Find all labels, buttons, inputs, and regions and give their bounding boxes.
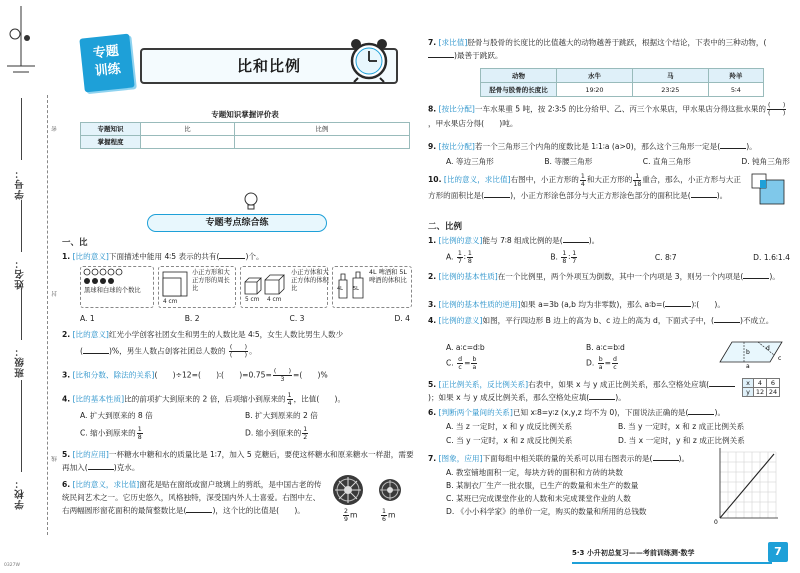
cut-line	[47, 95, 48, 535]
option-c[interactable]: C. 3	[289, 314, 305, 323]
answer-blank[interactable]	[653, 460, 679, 461]
figure-beer	[332, 266, 412, 308]
question-tag: [图象，应用]	[438, 454, 483, 463]
question-7	[428, 36, 792, 62]
class-field[interactable]	[21, 288, 22, 340]
option-c[interactable]: C. 当 y 一定时，x 和 z 成反比例关系	[446, 436, 573, 445]
proportion-question-1	[428, 234, 792, 247]
option-c[interactable]: C. 缩小到原来的 $\frac{1}{8}$	[80, 426, 142, 441]
question-number: 5.	[428, 380, 437, 389]
question-text: ( )÷12=( )∶( )=0.75=	[154, 370, 272, 380]
question-text: 如果 a=3b (a,b 均为非零数)，那么 a∶b=(	[520, 300, 666, 309]
question-number: 8.	[428, 104, 437, 114]
question-6	[62, 478, 322, 517]
answer-blank[interactable]	[88, 469, 114, 470]
answer-blank[interactable]	[714, 322, 740, 323]
question-text: )个。	[245, 252, 264, 261]
question-2	[62, 328, 414, 341]
option-b[interactable]: B. 某制衣厂生产一批衣服，已生产的数量和未生产的数量	[446, 481, 639, 490]
name-label: 姓名：	[15, 258, 26, 290]
question-number: 3.	[62, 370, 71, 380]
question-tag: [求比值]	[438, 38, 468, 47]
alarm-clock-icon	[344, 34, 394, 84]
question-text: ，比值( )。	[293, 394, 346, 404]
question-4	[62, 392, 414, 407]
answer-blank[interactable]	[743, 278, 769, 279]
options-q9	[446, 156, 790, 168]
question-tag: [比和分数、除法的关系]	[72, 370, 155, 380]
question-8	[428, 102, 792, 130]
question-tag: [按比分配]	[438, 104, 475, 114]
answer-blank[interactable]	[186, 512, 212, 513]
figure-dimension: 5L	[353, 286, 359, 292]
answer-blank[interactable]	[484, 197, 510, 198]
question-tag: [比的意义]	[72, 252, 109, 261]
answer-blank[interactable]	[589, 399, 615, 400]
option-d[interactable]: D. 钝角三角形	[741, 157, 790, 166]
table-row	[481, 83, 764, 97]
table-header: 羚羊	[708, 69, 763, 83]
question-text: 重合，那么，小正方形与大正方形的面积比是(	[428, 175, 741, 200]
figure-balls	[80, 266, 154, 308]
question-text: )最善于跳跃。	[454, 51, 503, 60]
overlapping-squares-figure	[750, 172, 786, 208]
question-text: 能与 7∶8 组成比例的是(	[482, 236, 563, 245]
question-text: 和大正方形的	[586, 175, 633, 184]
table-cell: 5∶4	[708, 83, 763, 97]
option-a[interactable]: A. 等边三角形	[446, 157, 494, 166]
page-footer	[572, 545, 794, 561]
footer-bar	[572, 562, 772, 564]
question-text: )。	[678, 454, 690, 463]
question-number: 4.	[428, 316, 437, 325]
question-text: )克水。	[113, 463, 140, 472]
question-tag: [判断两个量间的关系]	[438, 408, 513, 417]
question-text: =( )%	[293, 370, 328, 380]
figure-caption: 4L 啤酒和 5L 啤酒的体积比	[369, 269, 407, 284]
question-number: 5.	[62, 450, 71, 459]
page-code: 0327W	[4, 563, 20, 568]
right-diameter-label: $\frac{1}{6}$ m	[382, 508, 396, 523]
question-text: )，这个比的比值是( )。	[212, 506, 305, 515]
answer-blank[interactable]	[709, 386, 735, 387]
table-cell: x	[743, 379, 754, 388]
option-c[interactable]: C. 直角三角形	[642, 157, 691, 166]
answer-blank[interactable]	[720, 148, 746, 149]
option-a[interactable]: A. 教室铺地面积一定，每块方砖的面积和方砖的块数	[446, 468, 623, 477]
fraction-blank[interactable]: $\frac{( )}{3}$	[273, 368, 292, 383]
figure-caption: 小正方体和大正方体的体积比	[291, 269, 329, 292]
cut-label-3: 线	[52, 456, 58, 462]
mastery-cell-proportion[interactable]	[234, 135, 409, 148]
question-number: 3.	[428, 300, 437, 309]
option-b[interactable]: B. 扩大到原来的 2 倍	[245, 411, 318, 420]
figure-caption: 黑球和白球的个数比	[84, 287, 141, 294]
xy-table	[742, 378, 780, 397]
table-header: 马	[632, 69, 708, 83]
question-1	[62, 250, 414, 263]
figure-squares	[158, 266, 236, 308]
answer-blank[interactable]	[428, 57, 454, 58]
section-title: 专题考点综合练	[147, 214, 327, 232]
fraction: $\frac{1}{4}$	[287, 392, 292, 407]
left-column	[62, 28, 414, 523]
option-a[interactable]: A. 当 z 一定时，x 和 y 成反比例关系	[446, 422, 573, 431]
id-label: 学号：	[15, 168, 26, 200]
table-cell: 4	[754, 379, 767, 388]
options-q4-row2	[80, 426, 410, 441]
question-text: )。	[615, 393, 626, 402]
option-a[interactable]: A. 1	[80, 314, 95, 323]
part-heading-proportion: 二、比例	[428, 222, 463, 232]
answer-blank[interactable]	[688, 414, 714, 415]
option-d[interactable]: D. 1.6∶1.4	[753, 252, 790, 262]
option-b[interactable]: B. 2	[184, 314, 200, 323]
decorative-doodle-icon	[3, 6, 39, 78]
fraction: $\frac{1}{18}$	[633, 172, 642, 188]
question-text: )。	[588, 236, 600, 245]
question-tag: [比例的基本性质]	[438, 272, 498, 281]
balls-icon	[81, 267, 155, 287]
options-p6-row1	[446, 421, 790, 433]
question-text: )∶( )。	[691, 300, 725, 309]
table-cell: 12	[754, 388, 767, 397]
figure-cubes	[240, 266, 328, 308]
answer-blank[interactable]	[665, 306, 691, 307]
svg-text:a: a	[746, 363, 750, 368]
table-cell: 胫骨与股骨的长度比	[481, 83, 557, 97]
svg-text:0: 0	[714, 519, 718, 526]
question-3	[62, 368, 414, 383]
page-number: 7	[768, 542, 788, 562]
table-row	[481, 69, 764, 83]
question-text: 红光小学创客社团女生和男生的人数比是 4∶5，女生人数比男生人数少	[108, 330, 344, 339]
question-number: 6.	[428, 408, 437, 417]
school-label: 学校：	[15, 478, 26, 510]
answer-blank[interactable]	[219, 258, 245, 259]
svg-text:d: d	[766, 345, 770, 352]
table-cell: 6	[767, 379, 780, 388]
proportion-question-3	[428, 298, 792, 311]
option-a[interactable]: A. 扩大到原来的 8 倍	[80, 411, 153, 420]
table-header: 水牛	[557, 69, 633, 83]
figure-caption: 小正方形和大正方形的周长比	[192, 269, 230, 292]
figure-dimension: 5 cm	[245, 297, 260, 303]
footer-text: 5·3 小升初总复习——考前训练测·数学	[572, 549, 695, 557]
question-number: 7.	[428, 38, 437, 47]
question-text: )，小正方形涂色部分与大正方形涂色部分的面积比是(	[510, 190, 691, 200]
question-tag: [比例的基本性质的逆用]	[438, 300, 521, 309]
question-9	[428, 140, 792, 153]
evaluation-table-caption: 专题知识掌握评价表	[211, 110, 279, 120]
table-header: 动物	[481, 69, 557, 83]
question-text: 比的前项扩大到原来的 2 倍，后项缩小到原来的	[124, 394, 286, 404]
table-row	[743, 379, 780, 388]
table-cell: 比	[141, 122, 235, 135]
question-text: )不成立。	[740, 316, 774, 325]
question-text: 若一个三角形三个内角的度数比是 1∶1∶a (a>0)，那么这个三角形一定是(	[474, 142, 721, 151]
id-field[interactable]	[21, 98, 22, 160]
fraction: $\frac{1}{4}$	[580, 172, 585, 188]
question-tag: [比的意义，求比值]	[443, 175, 511, 184]
question-tag: [正比例关系，反比例关系]	[438, 380, 529, 389]
option-d[interactable]: D. 4	[394, 314, 410, 323]
question-10	[428, 172, 746, 203]
class-label: 班级：	[15, 346, 26, 378]
question-number: 7.	[428, 454, 437, 463]
figure-dimension: 4L	[337, 286, 343, 292]
table-cell: 23∶25	[632, 83, 708, 97]
options-p4-row1	[446, 342, 726, 354]
window-flower-left-icon	[332, 474, 364, 506]
name-field[interactable]	[21, 200, 22, 252]
question-text: 。	[249, 346, 257, 356]
question-number: 1.	[62, 252, 71, 261]
option-c[interactable]: C. 某班已完成课堂作业的人数和未完成课堂作业的人数	[446, 494, 631, 503]
question-text: 右表中，如果 x 与 y 成正比例关系，那么空格处应填(	[528, 380, 710, 389]
question-text: 已知 x∶8=y∶z (x,y,z 均不为 0)，下面说法正确的是(	[512, 408, 689, 417]
fraction-blank[interactable]: $\frac{( )}{( )}$	[768, 102, 786, 117]
question-number: 4.	[62, 394, 71, 404]
svg-text:b: b	[746, 349, 750, 356]
fraction-blank[interactable]: $\frac{( )}{( )}$	[229, 344, 248, 359]
figure-dimension: 4 cm	[267, 297, 282, 303]
question-number: 10.	[428, 175, 442, 184]
binding-margin	[0, 0, 60, 573]
option-d[interactable]: D. 当 x 一定时，y 和 z 成正比例关系	[618, 436, 745, 445]
option-b[interactable]: B. a∶c=b∶d	[586, 343, 625, 352]
question-text: )%，男生人数占创客社团总人数的	[108, 346, 226, 356]
question-tag: [比的意义]	[72, 330, 109, 339]
proportion-question-7	[428, 452, 708, 465]
proportion-question-4	[428, 314, 792, 327]
question-tag: [比例的意义]	[438, 316, 483, 325]
option-c[interactable]: C. 8∶7	[654, 252, 677, 262]
option-d[interactable]: D. 缩小到原来的 $\frac{1}{2}$	[245, 426, 308, 441]
question-text: )。	[746, 142, 757, 151]
question-text: 右图中，小正方形的	[510, 175, 579, 184]
question-5	[62, 448, 414, 474]
table-cell: y	[743, 388, 754, 397]
option-b[interactable]: B. 当 y 一定时，x 和 z 成正比例关系	[618, 422, 745, 431]
question-tag: [比的基本性质]	[72, 394, 125, 404]
animal-table	[480, 68, 764, 97]
answer-blank[interactable]	[563, 242, 589, 243]
topic-banner	[62, 28, 414, 96]
table-row	[81, 135, 410, 148]
option-d[interactable]: D. $\frac{b}{a}$ = $\frac{d}{c}$	[586, 356, 617, 371]
question-number: 2.	[62, 330, 71, 339]
question-text: )。	[714, 408, 726, 417]
option-a[interactable]: A. a∶c=d∶b	[446, 343, 485, 352]
window-flower-right-icon	[378, 478, 402, 502]
option-d[interactable]: D. 《小小科学家》的单价一定，购买的数量和所用的总钱数	[446, 507, 647, 516]
proportion-question-2	[428, 270, 792, 283]
question-2-line-2: ( )%，男生人数占创客社团总人数的 $\frac{( )}{( )}$ 。	[80, 344, 257, 359]
cut-label-1: 密	[52, 126, 58, 132]
badge-line-1: 专题	[92, 43, 120, 62]
question-text: )。	[716, 190, 728, 200]
proportion-question-6	[428, 406, 792, 419]
page-title: 比和比例	[140, 48, 398, 84]
question-text: 在一个比例里，两个外项互为倒数，其中一个内项是 3，则另一个内项是(	[497, 272, 744, 281]
proportional-line-graph	[710, 446, 780, 526]
option-c[interactable]: C. $\frac{d}{c}$ = $\frac{b}{a}$	[446, 356, 477, 371]
table-row	[743, 388, 780, 397]
mastery-cell-ratio[interactable]	[141, 135, 235, 148]
question-text: 窗花是贴在窗纸或窗户玻璃上的剪纸，是中国古老的传统民间艺术之一。它历史悠久，风格独特，深受国内外人士喜爱。右图中左、右两幅圆形窗花面积的最简整数比是(	[62, 480, 322, 515]
question-text: 胫骨与股骨的长度比的比值越大的动物越善于跳跃，根据这个结论，下表中的三种动物，(	[467, 38, 767, 47]
table-cell: 比例	[234, 122, 409, 135]
question-text: ，甲水果店分得( )吨。	[428, 119, 518, 128]
figure-dimension: 4 cm	[163, 299, 178, 305]
question-text: 如图，平行四边形 B 边上的高为 b、c 边上的高为 d，下面式子中，(	[482, 316, 714, 325]
parallelogram-figure	[718, 338, 786, 368]
question-text: )；如果 x 与 y 成反比例关系，那么空格处应填(	[428, 393, 590, 402]
svg-text:c: c	[778, 355, 782, 362]
options-p4-row2	[446, 356, 726, 371]
table-cell: 19∶20	[557, 83, 633, 97]
school-field[interactable]	[21, 380, 22, 472]
question-number: 6.	[62, 480, 71, 489]
answer-blank[interactable]	[691, 197, 717, 198]
question-text: 一车水果重 5 吨，按 2∶3∶5 的比分给甲、乙、丙三个水果店，甲水果店分得这批水果的	[474, 104, 767, 114]
question-number: 9.	[428, 142, 437, 151]
option-a[interactable]: A. $\frac{1}{7}$ ∶ $\frac{1}{8}$	[446, 250, 472, 265]
question-tag: [比的意义，求比值]	[72, 480, 140, 489]
question-number: 1.	[428, 236, 437, 245]
options-p1	[446, 250, 790, 265]
cut-label-2: 封	[52, 291, 58, 297]
table-row	[81, 122, 410, 135]
question-text: 一杯糖水中糖和水的质量比是 1∶7，加入 5 克糖后，要使这杯糖水和原来糖水一样甜，需要再加入(	[62, 450, 414, 472]
part-heading-ratio: 一、比	[62, 238, 88, 248]
badge-line-2: 训练	[94, 61, 122, 80]
question-tag: [比的应用]	[72, 450, 109, 459]
question-tag: [比例的意义]	[438, 236, 483, 245]
question-text: 下面描述中能用 4∶5 表示的共有(	[108, 252, 220, 261]
option-b[interactable]: B. $\frac{1}{8}$ ∶ $\frac{1}{7}$	[550, 250, 577, 265]
answer-blank[interactable]	[83, 353, 109, 354]
left-diameter-label: $\frac{2}{9}$ m	[344, 508, 358, 523]
question-tag: [按比分配]	[438, 142, 475, 151]
question-text: )。	[769, 272, 780, 281]
options-q1	[80, 313, 410, 325]
question-text: 下面每组中相关联的量的关系可以用右图表示的是(	[482, 454, 653, 463]
topic-badge	[79, 34, 134, 93]
evaluation-table	[80, 108, 410, 149]
table-cell: 掌握程度	[81, 135, 141, 148]
options-q4-row1	[80, 410, 410, 422]
lightbulb-icon	[240, 190, 262, 212]
question-number: 2.	[428, 272, 437, 281]
option-b[interactable]: B. 等腰三角形	[544, 157, 593, 166]
proportion-question-5	[428, 378, 738, 404]
table-cell: 专题知识	[81, 122, 141, 135]
table-cell: 24	[767, 388, 780, 397]
